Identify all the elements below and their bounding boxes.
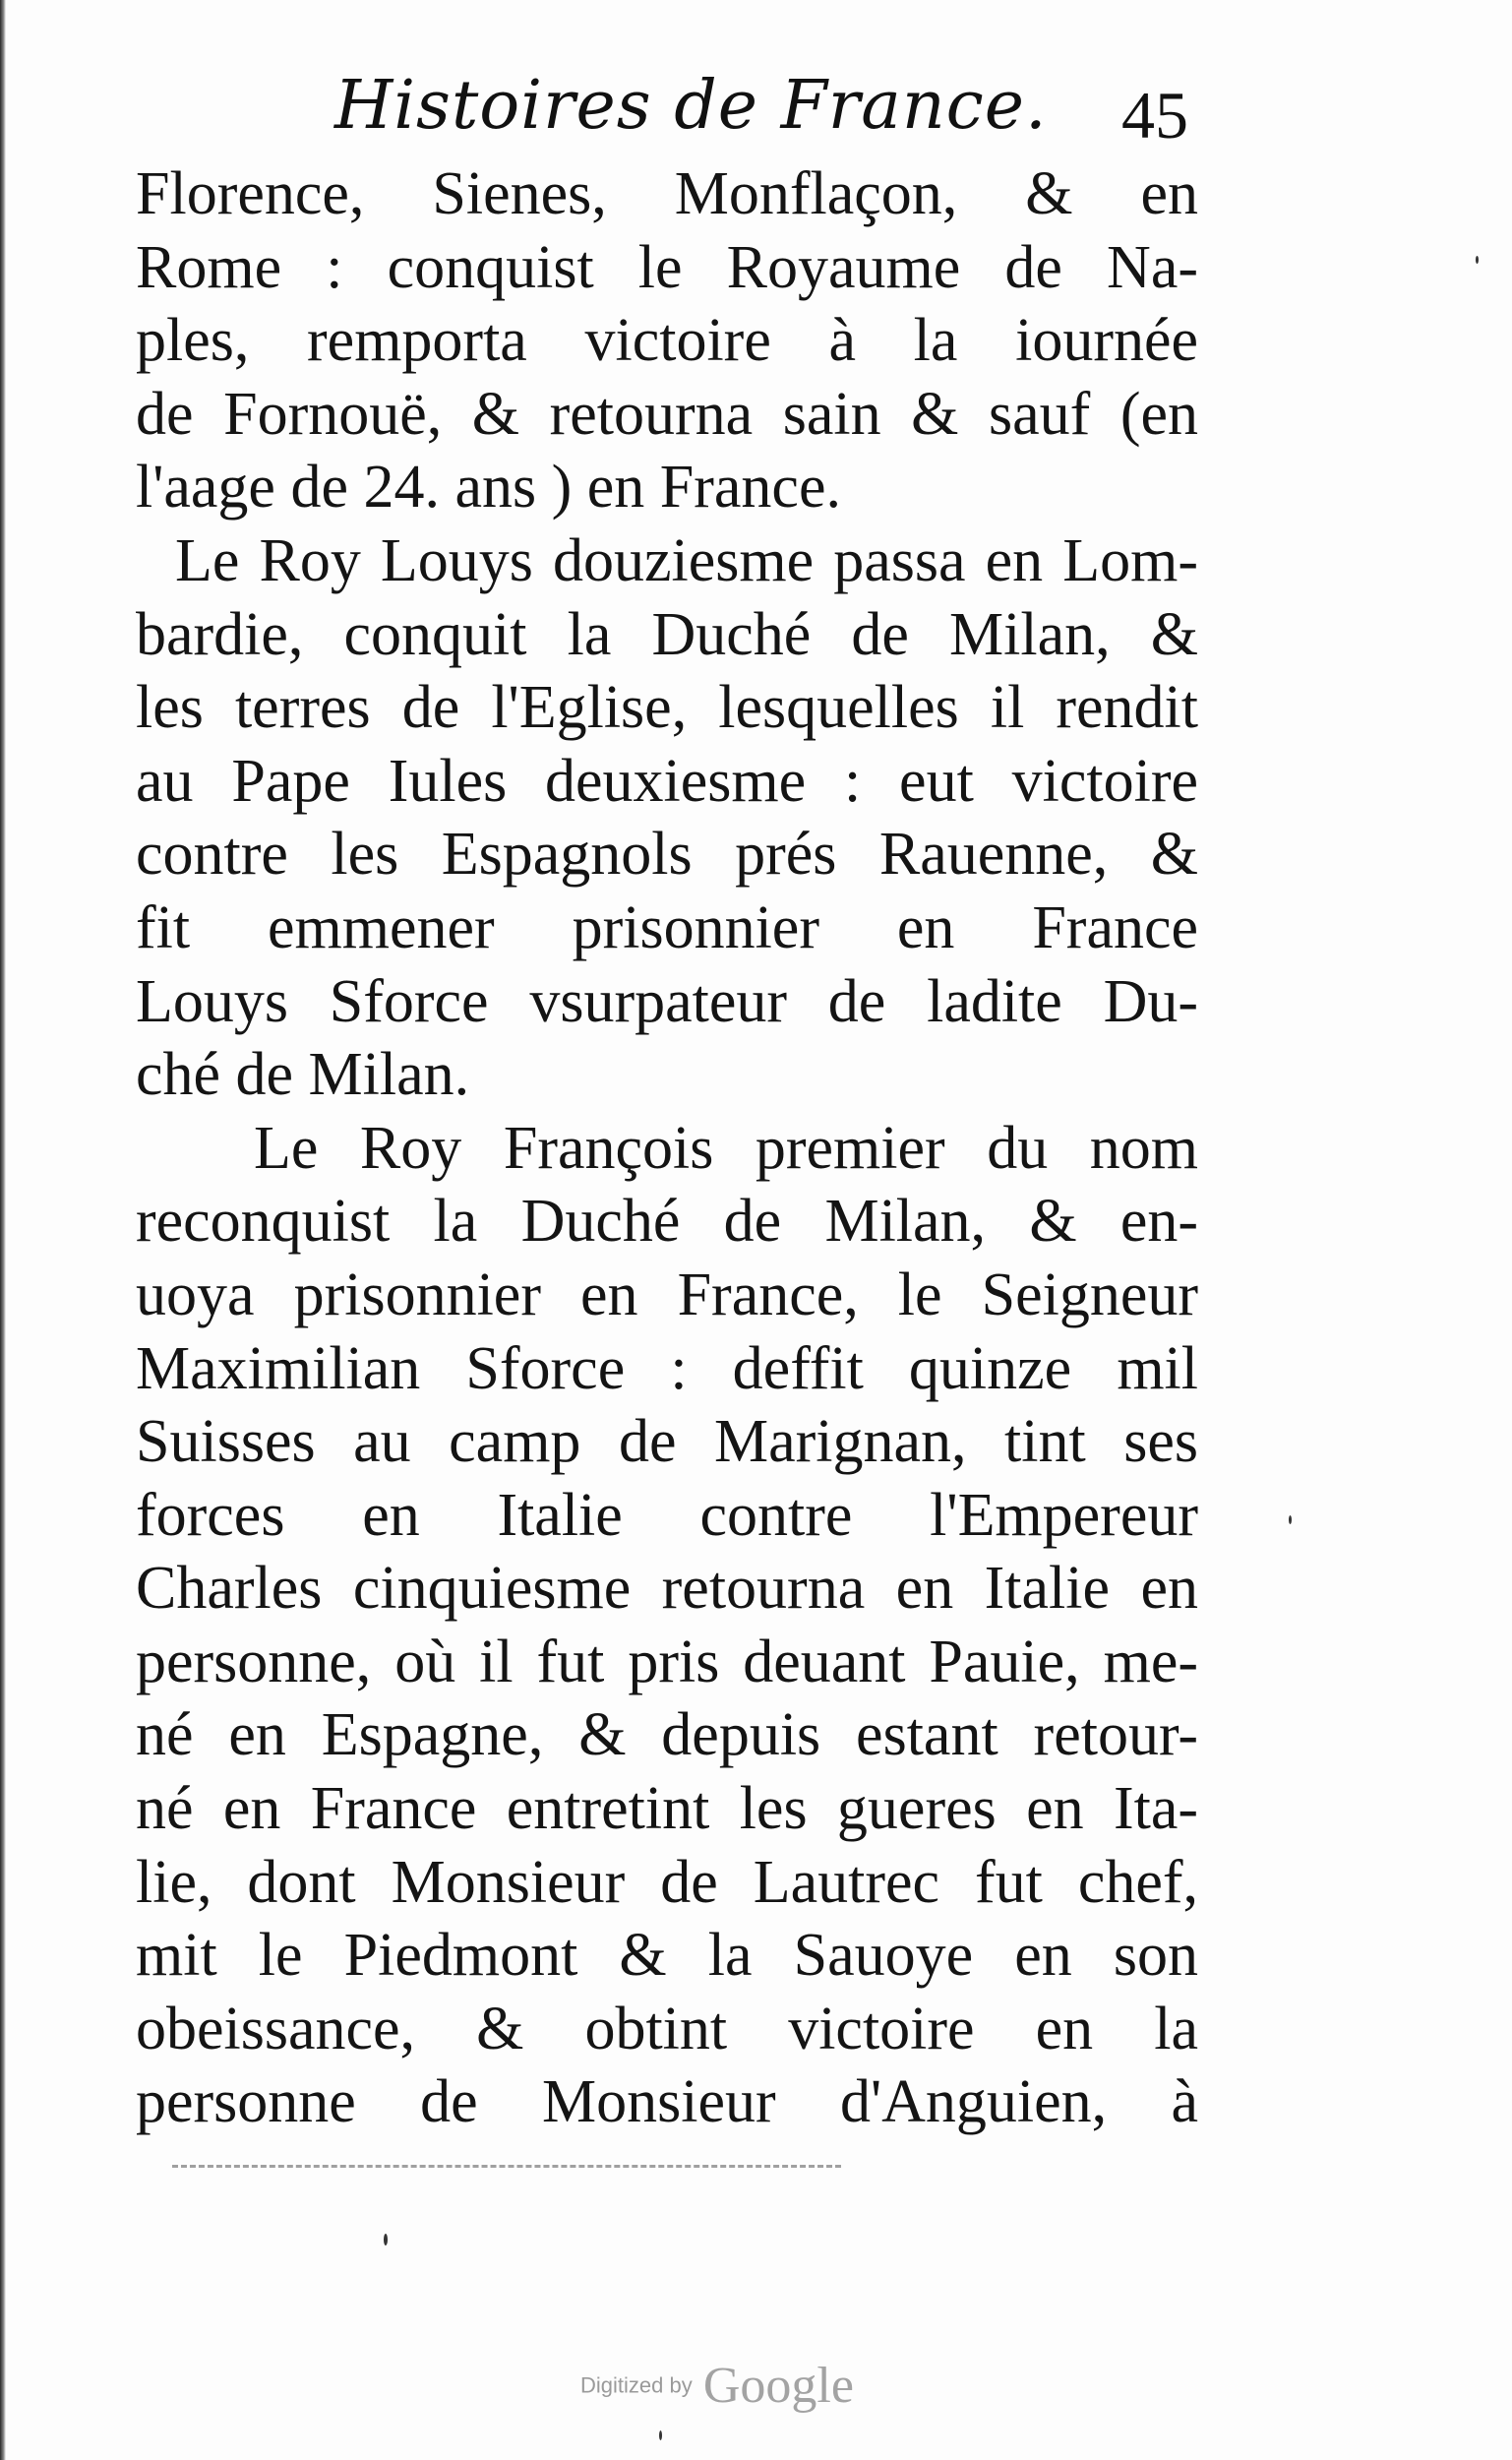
text-line: uoya prisonnier en France, le Seigneur — [136, 1261, 1198, 1328]
text-line: au Pape Iules deuxiesme : eut victoire — [136, 747, 1198, 815]
paragraph-start-line: Le Roy Louys douziesme passa en Lom- — [175, 526, 1198, 594]
body-text — [136, 157, 1198, 2139]
ink-speck — [384, 2234, 388, 2245]
ink-speck — [1289, 1515, 1292, 1524]
text-line: né en Espagne, & depuis estant retour- — [136, 1701, 1198, 1769]
text-line: Charles cinquiesme retourna en Italie en — [136, 1555, 1198, 1623]
text-line: ché de Milan. — [136, 1041, 470, 1109]
text-line: personne, où il fut pris deuant Pauie, me- — [136, 1628, 1198, 1695]
text-line: de Fornouë, & retourna sain & sauf (en — [136, 380, 1198, 448]
text-line: l'aage de 24. ans ) en France. — [136, 454, 841, 522]
digitized-by-label: Digitized by — [580, 2372, 693, 2398]
text-line: Rome : conquist le Royaume de Na- — [136, 233, 1198, 301]
text-line: né en France entretint les gueres en Ita- — [136, 1775, 1198, 1843]
text-line: Florence, Sienes, Monflaçon, & en — [136, 160, 1198, 227]
ink-speck — [659, 2430, 662, 2440]
text-line: personne de Monsieur d'Anguien, à — [136, 2068, 1198, 2136]
running-title: Histoires de France. — [334, 67, 1048, 145]
text-line: mit le Piedmont & la Sauoye en son — [136, 1922, 1198, 1990]
text-line: bardie, conquit la Duché de Milan, & — [136, 600, 1198, 668]
ink-speck — [1476, 256, 1479, 264]
text-line: les terres de l'Eglise, lesquelles il rendit — [136, 674, 1198, 742]
text-line: fit emmener prisonnier en France — [136, 893, 1198, 961]
text-line: Louys Sforce vsurpateur de ladite Du- — [136, 967, 1198, 1035]
text-line: reconquist la Duché de Milan, & en- — [136, 1188, 1198, 1256]
text-line: Suisses au camp de Marignan, tint ses — [136, 1408, 1198, 1476]
binding-edge — [0, 0, 6, 2460]
scan-artifact-dashes — [172, 2165, 841, 2168]
text-line: forces en Italie contre l'Empereur — [136, 1481, 1198, 1549]
paragraph-start-line: Le Roy François premier du nom — [254, 1114, 1198, 1182]
text-line: obeissance, & obtint victoire en la — [136, 1995, 1198, 2062]
text-line: ples, remporta victoire à la iournée — [136, 307, 1198, 375]
digitized-by-watermark — [580, 2357, 854, 2415]
text-line: contre les Espagnols prés Rauenne, & — [136, 821, 1198, 889]
google-logo: Google — [702, 2358, 854, 2414]
page-number: 45 — [1121, 78, 1188, 153]
text-line: lie, dont Monsieur de Lautrec fut chef, — [136, 1848, 1198, 1916]
text-line: Maximilian Sforce : deffit quinze mil — [136, 1334, 1198, 1402]
